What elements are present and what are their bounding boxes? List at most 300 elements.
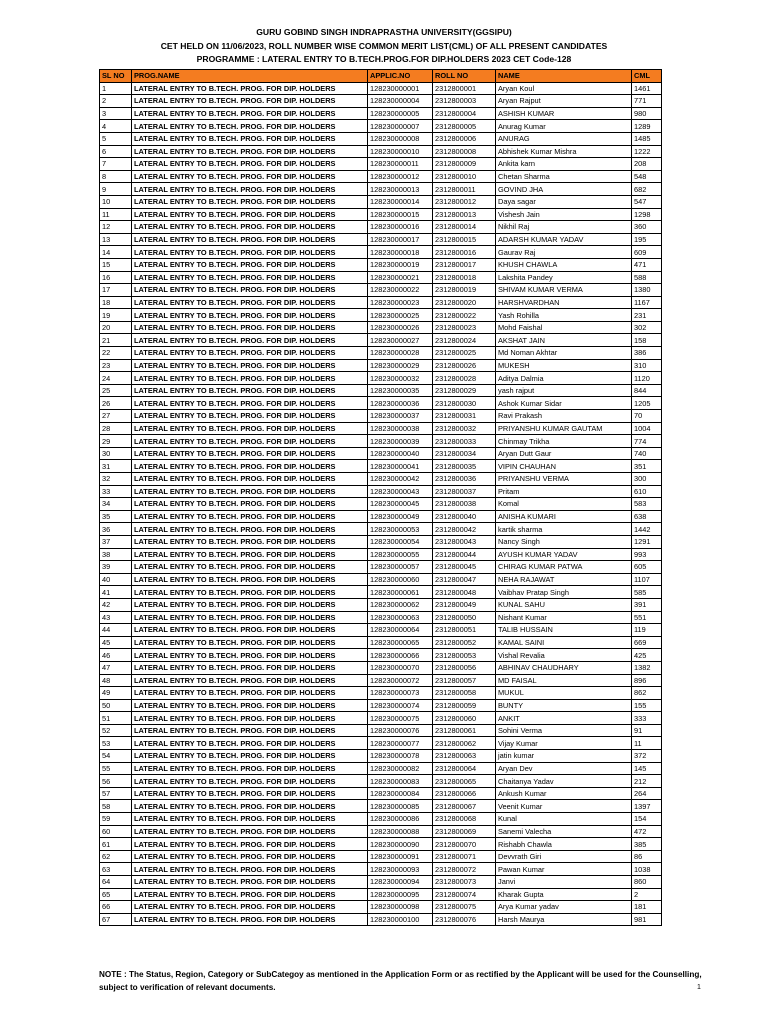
table-row — [100, 535, 662, 548]
cell-prog-name: LATERAL ENTRY TO B.TECH. PROG. FOR DIP. HOLDERS — [132, 750, 368, 763]
cell-prog-name: LATERAL ENTRY TO B.TECH. PROG. FOR DIP. HOLDERS — [132, 107, 368, 120]
table-row — [100, 309, 662, 322]
table-row — [100, 825, 662, 838]
cell-roll-no: 2312800050 — [433, 611, 496, 624]
cell-roll-no: 2312800051 — [433, 624, 496, 637]
cell-name: Yash Rohilla — [496, 309, 632, 322]
cell-cml: 588 — [632, 271, 662, 284]
cell-applic-no: 128230000094 — [368, 876, 433, 889]
cell-sl-no: 25 — [100, 384, 132, 397]
cell-name: KUNAL SAHU — [496, 598, 632, 611]
cell-prog-name: LATERAL ENTRY TO B.TECH. PROG. FOR DIP. HOLDERS — [132, 435, 368, 448]
cell-roll-no: 2312800062 — [433, 737, 496, 750]
cell-prog-name: LATERAL ENTRY TO B.TECH. PROG. FOR DIP. HOLDERS — [132, 586, 368, 599]
cell-sl-no: 10 — [100, 195, 132, 208]
cell-roll-no: 2312800042 — [433, 523, 496, 536]
cell-prog-name: LATERAL ENTRY TO B.TECH. PROG. FOR DIP. HOLDERS — [132, 611, 368, 624]
cell-applic-no: 128230000064 — [368, 624, 433, 637]
cell-roll-no: 2312800016 — [433, 246, 496, 259]
table-row — [100, 901, 662, 914]
cell-prog-name: LATERAL ENTRY TO B.TECH. PROG. FOR DIP. HOLDERS — [132, 498, 368, 511]
cell-roll-no: 2312800072 — [433, 863, 496, 876]
cell-roll-no: 2312800025 — [433, 347, 496, 360]
cell-prog-name: LATERAL ENTRY TO B.TECH. PROG. FOR DIP. HOLDERS — [132, 876, 368, 889]
cell-name: Daya sagar — [496, 195, 632, 208]
cell-roll-no: 2312800068 — [433, 813, 496, 826]
cell-prog-name: LATERAL ENTRY TO B.TECH. PROG. FOR DIP. HOLDERS — [132, 221, 368, 234]
cell-roll-no: 2312800032 — [433, 422, 496, 435]
cell-prog-name: LATERAL ENTRY TO B.TECH. PROG. FOR DIP. HOLDERS — [132, 158, 368, 171]
cell-cml: 896 — [632, 674, 662, 687]
table-row — [100, 624, 662, 637]
cell-cml: 551 — [632, 611, 662, 624]
table-row — [100, 712, 662, 725]
cell-name: Aryan Rajput — [496, 95, 632, 108]
cell-roll-no: 2312800069 — [433, 825, 496, 838]
cell-applic-no: 128230000012 — [368, 170, 433, 183]
cell-applic-no: 128230000026 — [368, 321, 433, 334]
cell-name: SHIVAM KUMAR VERMA — [496, 284, 632, 297]
cell-roll-no: 2312800070 — [433, 838, 496, 851]
cell-sl-no: 13 — [100, 233, 132, 246]
cell-name: Sohini Verma — [496, 724, 632, 737]
cell-roll-no: 2312800066 — [433, 787, 496, 800]
cell-cml: 425 — [632, 649, 662, 662]
cell-cml: 585 — [632, 586, 662, 599]
cell-roll-no: 2312800071 — [433, 850, 496, 863]
cell-roll-no: 2312800035 — [433, 460, 496, 473]
cell-applic-no: 128230000038 — [368, 422, 433, 435]
cell-cml: 605 — [632, 561, 662, 574]
table-row — [100, 384, 662, 397]
cell-applic-no: 128230000027 — [368, 334, 433, 347]
table-row — [100, 460, 662, 473]
cell-name: PRIYANSHU VERMA — [496, 473, 632, 486]
cell-applic-no: 128230000085 — [368, 800, 433, 813]
cell-name: Mohd Faishal — [496, 321, 632, 334]
cell-cml: 155 — [632, 699, 662, 712]
cell-applic-no: 128230000066 — [368, 649, 433, 662]
cell-name: VIPIN CHAUHAN — [496, 460, 632, 473]
cell-roll-no: 2312800030 — [433, 397, 496, 410]
cell-name: PRIYANSHU KUMAR GAUTAM — [496, 422, 632, 435]
cell-name: Aditya Dalmia — [496, 372, 632, 385]
cell-applic-no: 128230000023 — [368, 296, 433, 309]
cell-prog-name: LATERAL ENTRY TO B.TECH. PROG. FOR DIP. HOLDERS — [132, 636, 368, 649]
cell-roll-no: 2312800056 — [433, 661, 496, 674]
cell-prog-name: LATERAL ENTRY TO B.TECH. PROG. FOR DIP. HOLDERS — [132, 800, 368, 813]
cell-sl-no: 39 — [100, 561, 132, 574]
cell-name: Md Noman Akhtar — [496, 347, 632, 360]
table-row — [100, 372, 662, 385]
cell-sl-no: 54 — [100, 750, 132, 763]
table-header-row — [100, 70, 662, 83]
cell-sl-no: 33 — [100, 485, 132, 498]
cell-applic-no: 128230000015 — [368, 208, 433, 221]
cell-prog-name: LATERAL ENTRY TO B.TECH. PROG. FOR DIP. HOLDERS — [132, 82, 368, 95]
cell-applic-no: 128230000022 — [368, 284, 433, 297]
cell-cml: 771 — [632, 95, 662, 108]
cell-sl-no: 28 — [100, 422, 132, 435]
cell-cml: 333 — [632, 712, 662, 725]
cell-name: KAMAL SAINI — [496, 636, 632, 649]
cell-cml: 391 — [632, 598, 662, 611]
cell-cml: 212 — [632, 775, 662, 788]
table-row — [100, 813, 662, 826]
table-row — [100, 775, 662, 788]
cell-name: Chinmay Trikha — [496, 435, 632, 448]
cell-name: BUNTY — [496, 699, 632, 712]
cell-prog-name: LATERAL ENTRY TO B.TECH. PROG. FOR DIP. HOLDERS — [132, 573, 368, 586]
cell-sl-no: 50 — [100, 699, 132, 712]
cell-applic-no: 128230000025 — [368, 309, 433, 322]
cell-prog-name: LATERAL ENTRY TO B.TECH. PROG. FOR DIP. HOLDERS — [132, 284, 368, 297]
cell-prog-name: LATERAL ENTRY TO B.TECH. PROG. FOR DIP. HOLDERS — [132, 372, 368, 385]
cell-name: Vijay Kumar — [496, 737, 632, 750]
cell-applic-no: 128230000005 — [368, 107, 433, 120]
cell-applic-no: 128230000039 — [368, 435, 433, 448]
cell-prog-name: LATERAL ENTRY TO B.TECH. PROG. FOR DIP. HOLDERS — [132, 208, 368, 221]
cell-sl-no: 66 — [100, 901, 132, 914]
cell-applic-no: 128230000098 — [368, 901, 433, 914]
cell-sl-no: 44 — [100, 624, 132, 637]
cell-prog-name: LATERAL ENTRY TO B.TECH. PROG. FOR DIP. HOLDERS — [132, 460, 368, 473]
table-row — [100, 573, 662, 586]
table-row — [100, 850, 662, 863]
col-header-sl-no: SL NO — [100, 70, 132, 83]
cell-name: yash rajput — [496, 384, 632, 397]
cell-applic-no: 128230000075 — [368, 712, 433, 725]
cell-applic-no: 128230000095 — [368, 888, 433, 901]
cell-sl-no: 58 — [100, 800, 132, 813]
cell-prog-name: LATERAL ENTRY TO B.TECH. PROG. FOR DIP. HOLDERS — [132, 561, 368, 574]
cell-prog-name: LATERAL ENTRY TO B.TECH. PROG. FOR DIP. HOLDERS — [132, 120, 368, 133]
cell-roll-no: 2312800020 — [433, 296, 496, 309]
cell-sl-no: 42 — [100, 598, 132, 611]
cell-roll-no: 2312800012 — [433, 195, 496, 208]
cell-roll-no: 2312800045 — [433, 561, 496, 574]
cell-prog-name: LATERAL ENTRY TO B.TECH. PROG. FOR DIP. HOLDERS — [132, 271, 368, 284]
cell-cml: 1004 — [632, 422, 662, 435]
cell-name: Vaibhav Pratap Singh — [496, 586, 632, 599]
cell-cml: 583 — [632, 498, 662, 511]
cell-sl-no: 15 — [100, 258, 132, 271]
cell-prog-name: LATERAL ENTRY TO B.TECH. PROG. FOR DIP. HOLDERS — [132, 850, 368, 863]
cell-cml: 1289 — [632, 120, 662, 133]
cell-sl-no: 20 — [100, 321, 132, 334]
cell-name: Sanemi Valecha — [496, 825, 632, 838]
cell-cml: 158 — [632, 334, 662, 347]
cell-applic-no: 128230000032 — [368, 372, 433, 385]
cell-sl-no: 67 — [100, 913, 132, 926]
cell-sl-no: 47 — [100, 661, 132, 674]
cell-cml: 386 — [632, 347, 662, 360]
cell-sl-no: 34 — [100, 498, 132, 511]
table-row — [100, 359, 662, 372]
cell-roll-no: 2312800023 — [433, 321, 496, 334]
cell-roll-no: 2312800040 — [433, 510, 496, 523]
table-row — [100, 636, 662, 649]
cell-name: NEHA RAJAWAT — [496, 573, 632, 586]
cell-prog-name: LATERAL ENTRY TO B.TECH. PROG. FOR DIP. HOLDERS — [132, 699, 368, 712]
cell-name: Lakshita Pandey — [496, 271, 632, 284]
table-row — [100, 863, 662, 876]
cell-roll-no: 2312800065 — [433, 775, 496, 788]
cell-applic-no: 128230000010 — [368, 145, 433, 158]
cell-applic-no: 128230000018 — [368, 246, 433, 259]
cell-sl-no: 9 — [100, 183, 132, 196]
cell-prog-name: LATERAL ENTRY TO B.TECH. PROG. FOR DIP. HOLDERS — [132, 473, 368, 486]
cell-applic-no: 128230000040 — [368, 447, 433, 460]
cell-applic-no: 128230000043 — [368, 485, 433, 498]
cell-name: Aryan Dev — [496, 762, 632, 775]
cell-applic-no: 128230000072 — [368, 674, 433, 687]
cell-name: ABHINAV CHAUDHARY — [496, 661, 632, 674]
cell-name: Chaitanya Yadav — [496, 775, 632, 788]
cell-cml: 993 — [632, 548, 662, 561]
cell-sl-no: 48 — [100, 674, 132, 687]
cell-prog-name: LATERAL ENTRY TO B.TECH. PROG. FOR DIP. HOLDERS — [132, 523, 368, 536]
cell-cml: 1222 — [632, 145, 662, 158]
cell-prog-name: LATERAL ENTRY TO B.TECH. PROG. FOR DIP. HOLDERS — [132, 775, 368, 788]
table-row — [100, 334, 662, 347]
table-row — [100, 876, 662, 889]
cell-roll-no: 2312800026 — [433, 359, 496, 372]
table-row — [100, 195, 662, 208]
cell-applic-no: 128230000090 — [368, 838, 433, 851]
cell-prog-name: LATERAL ENTRY TO B.TECH. PROG. FOR DIP. HOLDERS — [132, 397, 368, 410]
table-row — [100, 447, 662, 460]
university-title: GURU GOBIND SINGH INDRAPRASTHA UNIVERSITY(GGSIPU) — [256, 27, 512, 37]
cell-roll-no: 2312800013 — [433, 208, 496, 221]
col-header-roll-no: ROLL NO — [433, 70, 496, 83]
table-row — [100, 838, 662, 851]
table-row — [100, 158, 662, 171]
cell-prog-name: LATERAL ENTRY TO B.TECH. PROG. FOR DIP. HOLDERS — [132, 233, 368, 246]
cell-applic-no: 128230000077 — [368, 737, 433, 750]
cell-name: ANKIT — [496, 712, 632, 725]
cell-prog-name: LATERAL ENTRY TO B.TECH. PROG. FOR DIP. HOLDERS — [132, 825, 368, 838]
cell-roll-no: 2312800017 — [433, 258, 496, 271]
cell-prog-name: LATERAL ENTRY TO B.TECH. PROG. FOR DIP. HOLDERS — [132, 132, 368, 145]
table-row — [100, 888, 662, 901]
cell-applic-no: 128230000060 — [368, 573, 433, 586]
cell-cml: 1291 — [632, 535, 662, 548]
cell-prog-name: LATERAL ENTRY TO B.TECH. PROG. FOR DIP. HOLDERS — [132, 258, 368, 271]
table-row — [100, 183, 662, 196]
cell-applic-no: 128230000007 — [368, 120, 433, 133]
table-row — [100, 246, 662, 259]
table-row — [100, 95, 662, 108]
cell-name: Gaurav Raj — [496, 246, 632, 259]
cell-cml: 181 — [632, 901, 662, 914]
cell-sl-no: 52 — [100, 724, 132, 737]
cell-roll-no: 2312800037 — [433, 485, 496, 498]
cell-applic-no: 128230000001 — [368, 82, 433, 95]
table-row — [100, 107, 662, 120]
cell-applic-no: 128230000045 — [368, 498, 433, 511]
cell-prog-name: LATERAL ENTRY TO B.TECH. PROG. FOR DIP. HOLDERS — [132, 485, 368, 498]
cell-name: MD FAISAL — [496, 674, 632, 687]
table-row — [100, 422, 662, 435]
cell-applic-no: 128230000053 — [368, 523, 433, 536]
cell-applic-no: 128230000041 — [368, 460, 433, 473]
cell-prog-name: LATERAL ENTRY TO B.TECH. PROG. FOR DIP. HOLDERS — [132, 787, 368, 800]
list-subtitle: CET HELD ON 11/06/2023, ROLL NUMBER WISE COMMON MERIT LIST(CML) OF ALL PRESENT CANDIDATES — [160, 41, 608, 51]
table-row — [100, 548, 662, 561]
cell-roll-no: 2312800028 — [433, 372, 496, 385]
cell-roll-no: 2312800031 — [433, 410, 496, 423]
cell-prog-name: LATERAL ENTRY TO B.TECH. PROG. FOR DIP. HOLDERS — [132, 712, 368, 725]
cell-prog-name: LATERAL ENTRY TO B.TECH. PROG. FOR DIP. HOLDERS — [132, 661, 368, 674]
table-body — [100, 82, 662, 926]
cell-cml: 1397 — [632, 800, 662, 813]
cell-roll-no: 2312800003 — [433, 95, 496, 108]
cell-name: Ashok Kumar Sidar — [496, 397, 632, 410]
col-header-cml: CML — [632, 70, 662, 83]
cell-name: Ravi Prakash — [496, 410, 632, 423]
cell-name: Nikhil Raj — [496, 221, 632, 234]
cell-prog-name: LATERAL ENTRY TO B.TECH. PROG. FOR DIP. HOLDERS — [132, 737, 368, 750]
cell-roll-no: 2312800057 — [433, 674, 496, 687]
table-row — [100, 410, 662, 423]
cell-applic-no: 128230000054 — [368, 535, 433, 548]
cell-cml: 300 — [632, 473, 662, 486]
cell-name: GOVIND JHA — [496, 183, 632, 196]
table-row — [100, 284, 662, 297]
table-row — [100, 321, 662, 334]
cell-name: Nishant Kumar — [496, 611, 632, 624]
cell-sl-no: 57 — [100, 787, 132, 800]
cell-applic-no: 128230000013 — [368, 183, 433, 196]
cell-sl-no: 4 — [100, 120, 132, 133]
cell-name: ASHISH KUMAR — [496, 107, 632, 120]
cell-applic-no: 128230000073 — [368, 687, 433, 700]
cell-prog-name: LATERAL ENTRY TO B.TECH. PROG. FOR DIP. HOLDERS — [132, 838, 368, 851]
cell-prog-name: LATERAL ENTRY TO B.TECH. PROG. FOR DIP. HOLDERS — [132, 598, 368, 611]
col-header-applic-no: APPLIC.NO — [368, 70, 433, 83]
cell-name: ADARSH KUMAR YADAV — [496, 233, 632, 246]
table-row — [100, 674, 662, 687]
cell-sl-no: 60 — [100, 825, 132, 838]
cell-prog-name: LATERAL ENTRY TO B.TECH. PROG. FOR DIP. HOLDERS — [132, 674, 368, 687]
cell-prog-name: LATERAL ENTRY TO B.TECH. PROG. FOR DIP. HOLDERS — [132, 296, 368, 309]
cell-roll-no: 2312800015 — [433, 233, 496, 246]
cell-sl-no: 30 — [100, 447, 132, 460]
cell-sl-no: 38 — [100, 548, 132, 561]
cell-roll-no: 2312800024 — [433, 334, 496, 347]
cell-sl-no: 56 — [100, 775, 132, 788]
cell-roll-no: 2312800064 — [433, 762, 496, 775]
cell-cml: 471 — [632, 258, 662, 271]
cell-sl-no: 43 — [100, 611, 132, 624]
cell-roll-no: 2312800036 — [433, 473, 496, 486]
cell-name: Vishal Revalia — [496, 649, 632, 662]
cell-prog-name: LATERAL ENTRY TO B.TECH. PROG. FOR DIP. HOLDERS — [132, 195, 368, 208]
cell-prog-name: LATERAL ENTRY TO B.TECH. PROG. FOR DIP. HOLDERS — [132, 410, 368, 423]
cell-cml: 980 — [632, 107, 662, 120]
cell-cml: 1382 — [632, 661, 662, 674]
cell-cml: 862 — [632, 687, 662, 700]
cell-applic-no: 128230000076 — [368, 724, 433, 737]
cell-roll-no: 2312800004 — [433, 107, 496, 120]
cell-cml: 11 — [632, 737, 662, 750]
cell-sl-no: 8 — [100, 170, 132, 183]
cell-prog-name: LATERAL ENTRY TO B.TECH. PROG. FOR DIP. HOLDERS — [132, 687, 368, 700]
cell-cml: 1485 — [632, 132, 662, 145]
table-row — [100, 145, 662, 158]
cell-roll-no: 2312800006 — [433, 132, 496, 145]
cell-roll-no: 2312800073 — [433, 876, 496, 889]
cell-applic-no: 128230000021 — [368, 271, 433, 284]
cell-cml: 1205 — [632, 397, 662, 410]
table-row — [100, 258, 662, 271]
cell-prog-name: LATERAL ENTRY TO B.TECH. PROG. FOR DIP. HOLDERS — [132, 384, 368, 397]
cell-roll-no: 2312800001 — [433, 82, 496, 95]
table-row — [100, 611, 662, 624]
cell-applic-no: 128230000042 — [368, 473, 433, 486]
cell-cml: 860 — [632, 876, 662, 889]
cell-roll-no: 2312800067 — [433, 800, 496, 813]
cell-name: CHIRAG KUMAR PATWA — [496, 561, 632, 574]
cell-prog-name: LATERAL ENTRY TO B.TECH. PROG. FOR DIP. HOLDERS — [132, 447, 368, 460]
cell-prog-name: LATERAL ENTRY TO B.TECH. PROG. FOR DIP. HOLDERS — [132, 724, 368, 737]
cell-sl-no: 59 — [100, 813, 132, 826]
cell-roll-no: 2312800053 — [433, 649, 496, 662]
cell-roll-no: 2312800009 — [433, 158, 496, 171]
table-row — [100, 170, 662, 183]
table-row — [100, 120, 662, 133]
cell-applic-no: 128230000070 — [368, 661, 433, 674]
cell-sl-no: 61 — [100, 838, 132, 851]
cell-prog-name: LATERAL ENTRY TO B.TECH. PROG. FOR DIP. HOLDERS — [132, 649, 368, 662]
table-row — [100, 132, 662, 145]
cell-sl-no: 32 — [100, 473, 132, 486]
cell-prog-name: LATERAL ENTRY TO B.TECH. PROG. FOR DIP. HOLDERS — [132, 863, 368, 876]
cell-prog-name: LATERAL ENTRY TO B.TECH. PROG. FOR DIP. HOLDERS — [132, 913, 368, 926]
table-row — [100, 498, 662, 511]
cell-sl-no: 53 — [100, 737, 132, 750]
cell-cml: 154 — [632, 813, 662, 826]
cell-roll-no: 2312800047 — [433, 573, 496, 586]
cell-prog-name: LATERAL ENTRY TO B.TECH. PROG. FOR DIP. HOLDERS — [132, 624, 368, 637]
cell-name: Kharak Gupta — [496, 888, 632, 901]
cell-name: Ankush Kumar — [496, 787, 632, 800]
cell-name: Nancy Singh — [496, 535, 632, 548]
cell-name: Kunal — [496, 813, 632, 826]
cell-roll-no: 2312800038 — [433, 498, 496, 511]
table-row — [100, 649, 662, 662]
cell-applic-no: 128230000016 — [368, 221, 433, 234]
cell-cml: 91 — [632, 724, 662, 737]
page-number: 1 — [697, 984, 701, 991]
cell-roll-no: 2312800075 — [433, 901, 496, 914]
cell-roll-no: 2312800044 — [433, 548, 496, 561]
cell-name: MUKESH — [496, 359, 632, 372]
cell-sl-no: 37 — [100, 535, 132, 548]
programme-title: PROGRAMME : LATERAL ENTRY TO B.TECH.PROG.FOR DIP.HOLDERS 2023 CET Code-128 — [196, 54, 572, 64]
cell-roll-no: 2312800034 — [433, 447, 496, 460]
cell-applic-no: 128230000057 — [368, 561, 433, 574]
cell-name: HARSHVARDHAN — [496, 296, 632, 309]
cell-prog-name: LATERAL ENTRY TO B.TECH. PROG. FOR DIP. HOLDERS — [132, 183, 368, 196]
cell-cml: 1167 — [632, 296, 662, 309]
cell-applic-no: 128230000004 — [368, 95, 433, 108]
cell-cml: 195 — [632, 233, 662, 246]
cell-name: Rishabh Chawla — [496, 838, 632, 851]
table-row — [100, 598, 662, 611]
cell-roll-no: 2312800061 — [433, 724, 496, 737]
